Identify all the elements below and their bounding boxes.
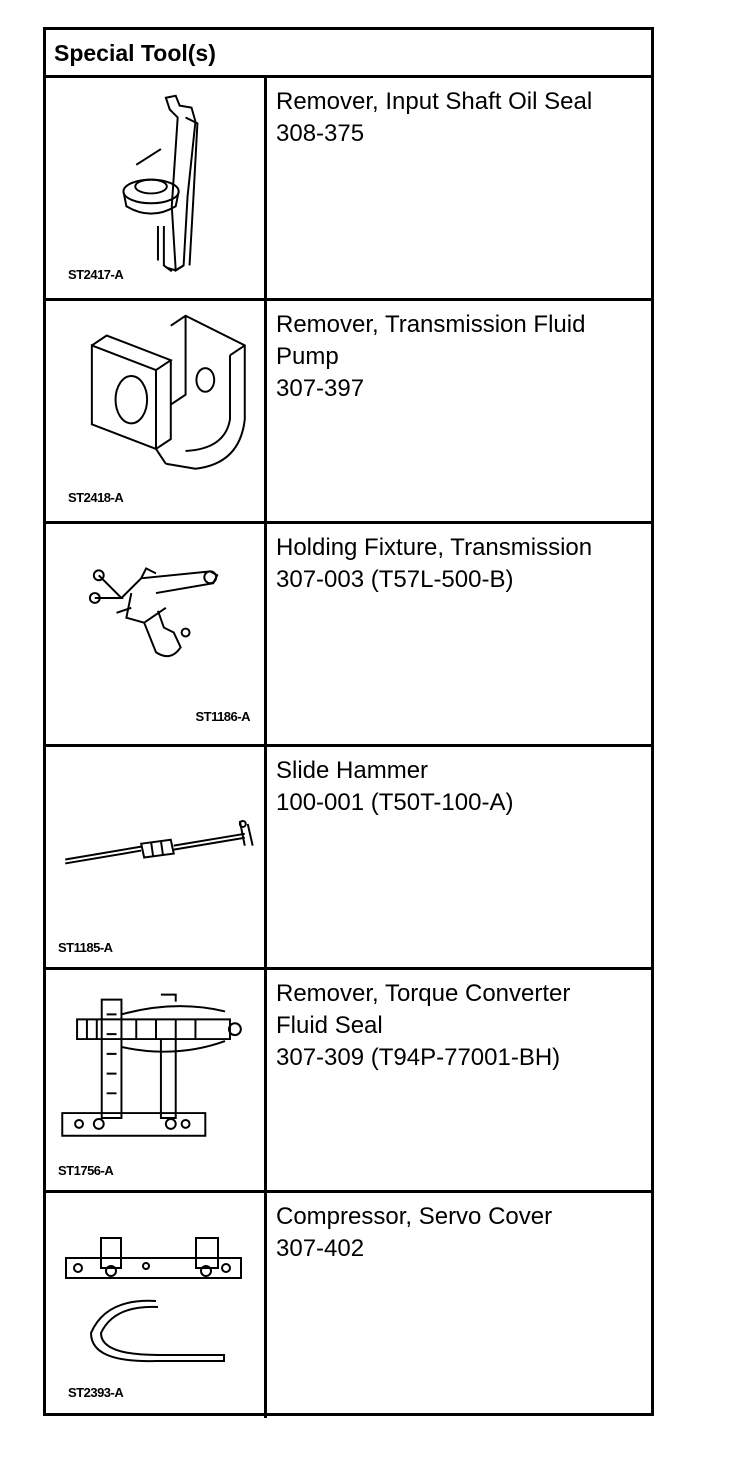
tool-number: 307-003 (T57L-500-B) (276, 566, 514, 593)
image-code: ST2393-A (68, 1385, 124, 1400)
tool-description (276, 86, 645, 150)
tool-name: Remover, Torque Converter (276, 980, 571, 1007)
image-code: ST2418-A (68, 490, 124, 505)
table-row (46, 747, 651, 970)
table-row (46, 1193, 651, 1418)
tool-description (276, 978, 645, 1074)
image-code: ST1756-A (58, 1163, 114, 1178)
tool-name: Compressor, Servo Cover (276, 1203, 553, 1230)
image-code: ST1186-A (195, 709, 250, 724)
tool-name: Remover, Input Shaft Oil Seal (276, 88, 593, 115)
tool-name-continued: Pump (276, 343, 339, 370)
tool-number: 100-001 (T50T-100-A) (276, 789, 514, 816)
table-row (46, 301, 651, 524)
tool-image-cell (46, 524, 267, 744)
tool-image-cell (46, 78, 267, 298)
torque-converter-seal-remover-illustration (46, 970, 264, 1190)
table-row (46, 970, 651, 1193)
tool-name-continued: Fluid Seal (276, 1012, 383, 1039)
tool-name: Remover, Transmission Fluid (276, 311, 586, 338)
tool-image-cell (46, 970, 267, 1190)
oil-seal-remover-illustration (46, 78, 264, 298)
tool-description (276, 755, 645, 819)
tool-number: 307-309 (T94P-77001-BH) (276, 1044, 561, 1071)
image-code: ST1185-A (58, 940, 113, 955)
tool-image-cell (46, 1193, 267, 1418)
tool-description (276, 1201, 645, 1265)
tool-description (276, 309, 645, 405)
tool-image-cell (46, 747, 267, 967)
special-tools-table (43, 27, 654, 1416)
slide-hammer-illustration (46, 747, 264, 967)
tool-number: 308-375 (276, 120, 365, 147)
tool-name: Holding Fixture, Transmission (276, 534, 593, 561)
table-row (46, 78, 651, 301)
table-header: Special Tool(s) (46, 30, 651, 78)
tool-image-cell (46, 301, 267, 521)
image-code: ST2417-A (68, 267, 124, 282)
tool-number: 307-397 (276, 375, 365, 402)
fluid-pump-remover-illustration (46, 301, 264, 521)
tool-description (276, 532, 645, 596)
tool-number: 307-402 (276, 1235, 365, 1262)
table-row (46, 524, 651, 747)
tool-name: Slide Hammer (276, 757, 429, 784)
